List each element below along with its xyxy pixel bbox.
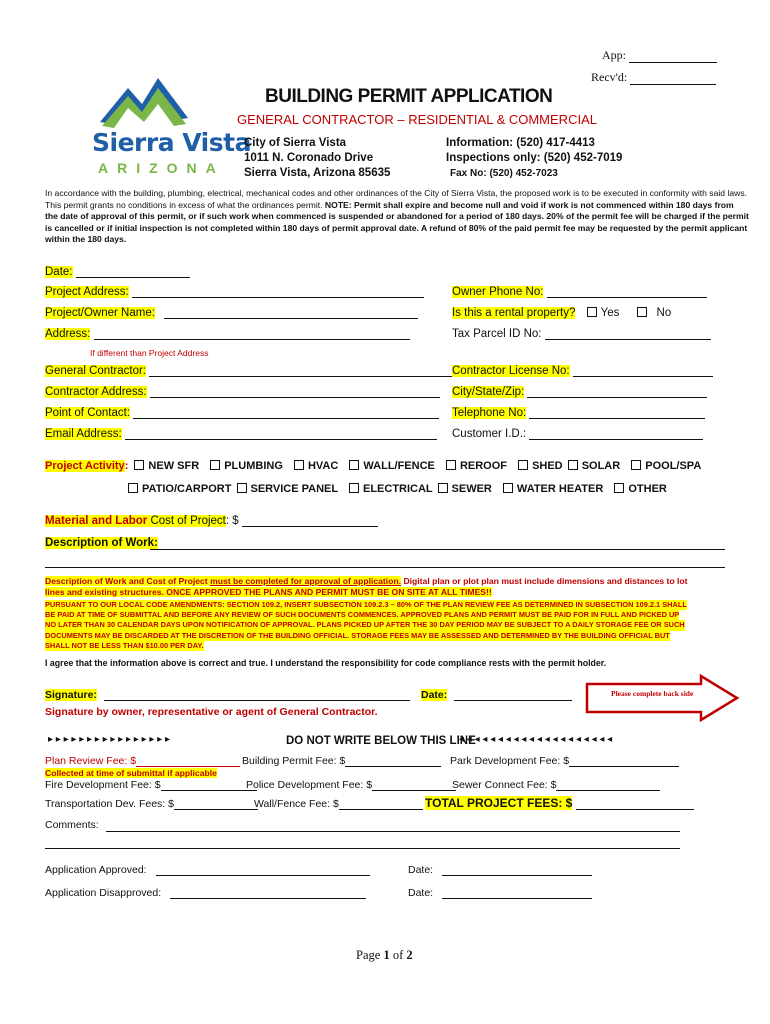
do-not-write-banner: DO NOT WRITE BELOW THIS LINE: [286, 735, 476, 747]
page-subtitle: GENERAL CONTRACTOR – RESIDENTIAL & COMMERCIAL: [237, 112, 597, 127]
page-number: Page 1 of 2: [356, 948, 413, 962]
approved-date-field[interactable]: Date:: [408, 864, 592, 876]
email-field[interactable]: Email Address:: [45, 428, 437, 440]
activity-solar-checkbox[interactable]: [568, 460, 578, 470]
activity-shed-checkbox[interactable]: [518, 460, 528, 470]
address-field[interactable]: Address:: [45, 328, 410, 340]
police-development-fee-field[interactable]: Police Development Fee: $: [246, 779, 456, 791]
wall-fence-fee-field[interactable]: Wall/Fence Fee: $: [254, 798, 423, 810]
contractor-address-field[interactable]: Contractor Address:: [45, 386, 440, 398]
rental-no-checkbox[interactable]: [637, 307, 647, 317]
general-contractor-field[interactable]: General Contractor:: [45, 365, 465, 377]
comments-field[interactable]: Comments:: [45, 819, 99, 831]
activity-pool-spa-checkbox[interactable]: [631, 460, 641, 470]
activity-sewer-checkbox[interactable]: [438, 483, 448, 493]
activity-water-heater-checkbox[interactable]: [503, 483, 513, 493]
activity-other-checkbox[interactable]: [614, 483, 624, 493]
back-side-arrow-icon: [583, 674, 741, 722]
signature-date-field[interactable]: Date:: [421, 689, 572, 701]
activity-reroof-checkbox[interactable]: [446, 460, 456, 470]
description-of-work-field[interactable]: Description of Work:: [45, 537, 158, 549]
rental-yes-checkbox[interactable]: [587, 307, 597, 317]
activity-wall-fence-checkbox[interactable]: [349, 460, 359, 470]
city-address-block: City of Sierra Vista 1011 N. Coronado Drive Sierra Vista, Arizona 85635: [244, 137, 391, 179]
rental-property-question: Is this a rental property? Yes No: [452, 307, 672, 320]
intro-paragraph: In accordance with the building, plumbing, electrical, mechanical codes and other ordinances of the City of Sierra Vista, the proposed work is to be executed in conformity with said laws. This permit grants no conditions in excess of what the ordinances permit. NOTE: Permit shall expire and become null and void if work is not commenced within 180 days from the date of approval of this permit, or if such work when commenced is suspended or abandoned for a period of 180 days. 20% of the permit fee will be charged if the permit is cancelled or if initial inspection is not completed within 180 days of permit approval date. A refund of 80% of the paid permit fee may be requested by the permit applicant within the 180 days.: [45, 188, 749, 244]
signature-field[interactable]: Signature:: [45, 689, 410, 701]
project-activity-row-1: Project Activity: NEW SFR PLUMBING HVAC WALL/FENCE REROOF SHED SOLAR POOL/SPA: [45, 460, 702, 472]
application-disapproved-field[interactable]: Application Disapproved:: [45, 887, 366, 899]
comments-line-1[interactable]: [106, 831, 680, 832]
activity-service-panel-checkbox[interactable]: [237, 483, 247, 493]
activity-electrical-checkbox[interactable]: [349, 483, 359, 493]
description-line-1[interactable]: [150, 549, 725, 550]
sierra-vista-logo: [92, 70, 251, 190]
description-note: Description of Work and Cost of Project must be completed for approval of application. Digital plan or plot plan must include dimensions and distances to lot lines and existing structures. ONCE APPROVED THE PLANS AND PERMIT MUST BE ON SITE AT ALL TIMES!!: [45, 576, 688, 597]
activity-new-sfr-checkbox[interactable]: [134, 460, 144, 470]
city-state-zip-field[interactable]: City/State/Zip:: [452, 386, 707, 398]
point-of-contact-field[interactable]: Point of Contact:: [45, 407, 439, 419]
sewer-connect-fee-field[interactable]: Sewer Connect Fee: $: [452, 779, 660, 791]
arrows-right-icon: ▸ ▸ ▸ ▸ ▸ ▸ ▸ ▸ ▸ ▸ ▸ ▸ ▸ ▸ ▸ ▸: [48, 734, 170, 745]
activity-hvac-checkbox[interactable]: [294, 460, 304, 470]
code-amendments-note: PURSUANT TO OUR LOCAL CODE AMENDMENTS: SECTION 109.2, INSERT SUBSECTION 109.2.3 – 80% OF THE PLAN REVIEW FEE AS DETERMINED IN SUBSECTION 109.2.1 SHALL BE PAID AT TIME OF SUBMITTAL AND BEFORE ANY REVIEW OF SUCH DOCUMENTS COMMENCES. APPROVED PLANS AND PERMIT MUST BE PAID FOR IN FULL AND PICKED UP NO LATER THAN 30 CALENDAR DAYS UPON NOTIFICATION OF APPROVAL. PLANS PICKED UP AFTER THE 30 DAY PERIOD MAY BE SUBJECT TO A DAILY STORAGE FEE OR SUCH DOCUMENTS MAY BE DISCARDED AT THE DISCRETION OF THE BUILDING OFFICIAL. STORAGE FEES MAY BE ASSESSED AND DETERMINED BY THE BUILDING OFFICIAL BUT SHALL NOT BE LESS THAN $10.00 PER DAY.: [45, 600, 687, 650]
activity-patio-carport-checkbox[interactable]: [128, 483, 138, 493]
recvd-field[interactable]: Recv'd:: [591, 70, 716, 85]
if-different-note: If different than Project Address: [90, 348, 209, 358]
activity-plumbing-checkbox[interactable]: [210, 460, 220, 470]
park-development-fee-field[interactable]: Park Development Fee: $: [450, 755, 679, 767]
contact-block: Information: (520) 417-4413 Inspections only: (520) 452-7019 Fax No: (520) 452-7023: [446, 137, 623, 179]
agreement-statement: I agree that the information above is correct and true. I understand the responsibility for code compliance rests with the permit holder.: [45, 658, 607, 668]
logo-state: ARIZONA: [98, 160, 225, 176]
plan-review-fee-field[interactable]: Plan Review Fee: $: [45, 755, 240, 767]
cost-of-project-field[interactable]: Material and Labor Cost of Project: $: [45, 515, 378, 527]
telephone-field[interactable]: Telephone No:: [452, 407, 705, 419]
building-permit-fee-field[interactable]: Building Permit Fee: $: [242, 755, 441, 767]
back-side-note: Please complete back side: [611, 689, 694, 698]
fire-development-fee-field[interactable]: Fire Development Fee: $: [45, 779, 257, 791]
transportation-dev-fee-field[interactable]: Transportation Dev. Fees: $: [45, 798, 258, 810]
app-field[interactable]: App:: [602, 48, 717, 63]
page-title: BUILDING PERMIT APPLICATION: [265, 86, 553, 107]
application-approved-field[interactable]: Application Approved:: [45, 864, 370, 876]
collected-note: Collected at time of submittal if applicable: [45, 768, 217, 778]
project-address-field[interactable]: Project Address:: [45, 286, 424, 298]
project-owner-name-field[interactable]: Project/Owner Name:: [45, 307, 418, 319]
disapproved-date-field[interactable]: Date:: [408, 887, 592, 899]
arrows-left-icon: ◂ ◂ ◂ ◂ ◂ ◂ ◂ ◂ ◂ ◂ ◂ ◂ ◂ ◂ ◂ ◂ ◂ ◂ ◂ ◂: [459, 734, 613, 745]
mountain-logo-icon: [98, 70, 190, 128]
project-activity-row-2: PATIO/CARPORT SERVICE PANEL ELECTRICAL SEWER WATER HEATER OTHER: [120, 483, 667, 495]
comments-line-2[interactable]: [45, 848, 680, 849]
owner-phone-field[interactable]: Owner Phone No:: [452, 286, 707, 298]
tax-parcel-field[interactable]: Tax Parcel ID No:: [452, 328, 711, 340]
description-line-2[interactable]: [45, 567, 725, 568]
logo-name: Sierra Vista: [92, 128, 251, 157]
customer-id-field[interactable]: Customer I.D.:: [452, 428, 703, 440]
contractor-license-field[interactable]: Contractor License No:: [452, 365, 713, 377]
signature-by-note: Signature by owner, representative or agent of General Contractor.: [45, 706, 378, 718]
total-project-fees-field[interactable]: TOTAL PROJECT FEES: $: [425, 796, 694, 810]
date-field[interactable]: Date:: [45, 266, 190, 278]
